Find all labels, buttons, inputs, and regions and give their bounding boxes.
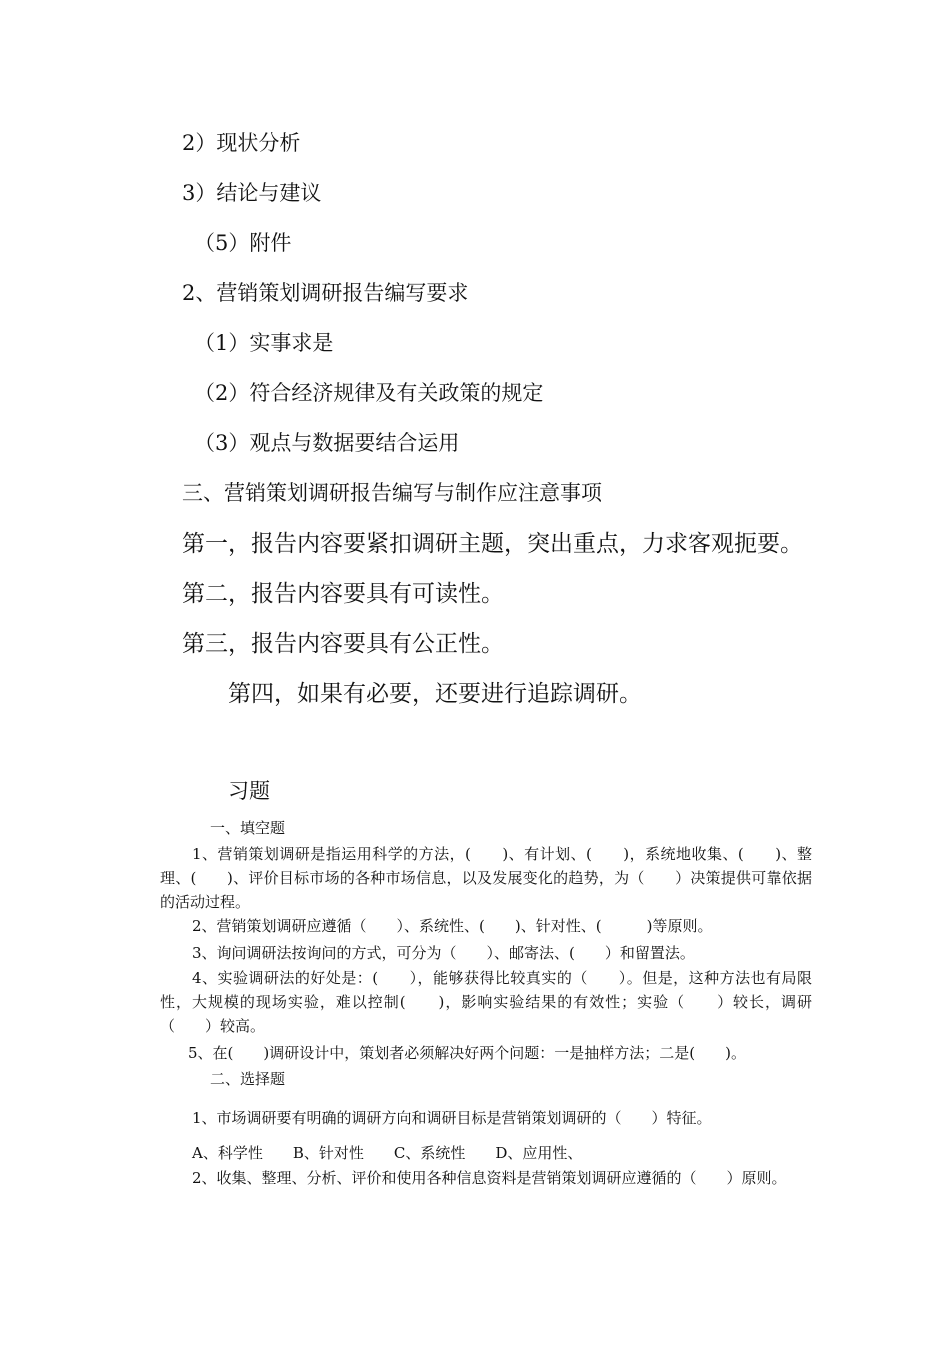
requirement-1: （1）实事求是	[194, 331, 334, 355]
requirement-3: （3）观点与数据要结合运用	[194, 431, 460, 455]
section3-point-3: 第三，报告内容要具有公正性。	[182, 631, 504, 657]
fill-blank-heading: 一、填空题	[210, 819, 286, 837]
outline-item-3: 3）结论与建议	[182, 181, 322, 205]
choice-question-1-options: A、科学性 B、针对性 C、系统性 D、应用性、	[192, 1144, 583, 1162]
exercises-title: 习题	[228, 779, 270, 803]
outline-item-2: 2）现状分析	[182, 131, 301, 155]
section3-point-2: 第二，报告内容要具有可读性。	[182, 581, 504, 607]
choice-heading: 二、选择题	[210, 1070, 286, 1088]
fill-question-2: 2、营销策划调研应遵循（ ）、系统性、( )、针对性、( )等原则。	[192, 917, 713, 935]
section2-title: 2、营销策划调研报告编写要求	[182, 281, 469, 305]
fill-question-1: 1、营销策划调研是指运用科学的方法，( )、有计划、( )，系统地收集、( )、整理、( )、评价目标市场的各种市场信息，以及发展变化的趋势，为（ ）决策提供可靠依据的活动过程。	[160, 845, 812, 911]
requirement-2: （2）符合经济规律及有关政策的规定	[194, 381, 544, 405]
fill-question-4: 4、实验调研法的好处是：( ），能够获得比较真实的（ ）。但是，这种方法也有局限性，大规模的现场实验，难以控制( )，影响实验结果的有效性；实验（ ）较长，调研（ ）较高。	[160, 969, 812, 1035]
section3-point-1: 第一，报告内容要紧扣调研主题，突出重点，力求客观扼要。	[182, 531, 803, 557]
outline-item-5: （5）附件	[194, 231, 292, 255]
choice-question-1: 1、市场调研要有明确的调研方向和调研目标是营销策划调研的（ ）特征。	[192, 1109, 712, 1127]
section3-title: 三、营销策划调研报告编写与制作应注意事项	[182, 481, 602, 505]
fill-question-3: 3、询问调研法按询问的方式，可分为（ ）、邮寄法、( ）和留置法。	[192, 944, 695, 962]
choice-question-2: 2、收集、整理、分析、评价和使用各种信息资料是营销策划调研应遵循的（ ）原则。	[192, 1169, 787, 1187]
section3-point-4: 第四，如果有必要，还要进行追踪调研。	[228, 681, 642, 707]
fill-question-5: 5、在( )调研设计中，策划者必须解决好两个问题：一是抽样方法；二是( )。	[188, 1044, 746, 1062]
